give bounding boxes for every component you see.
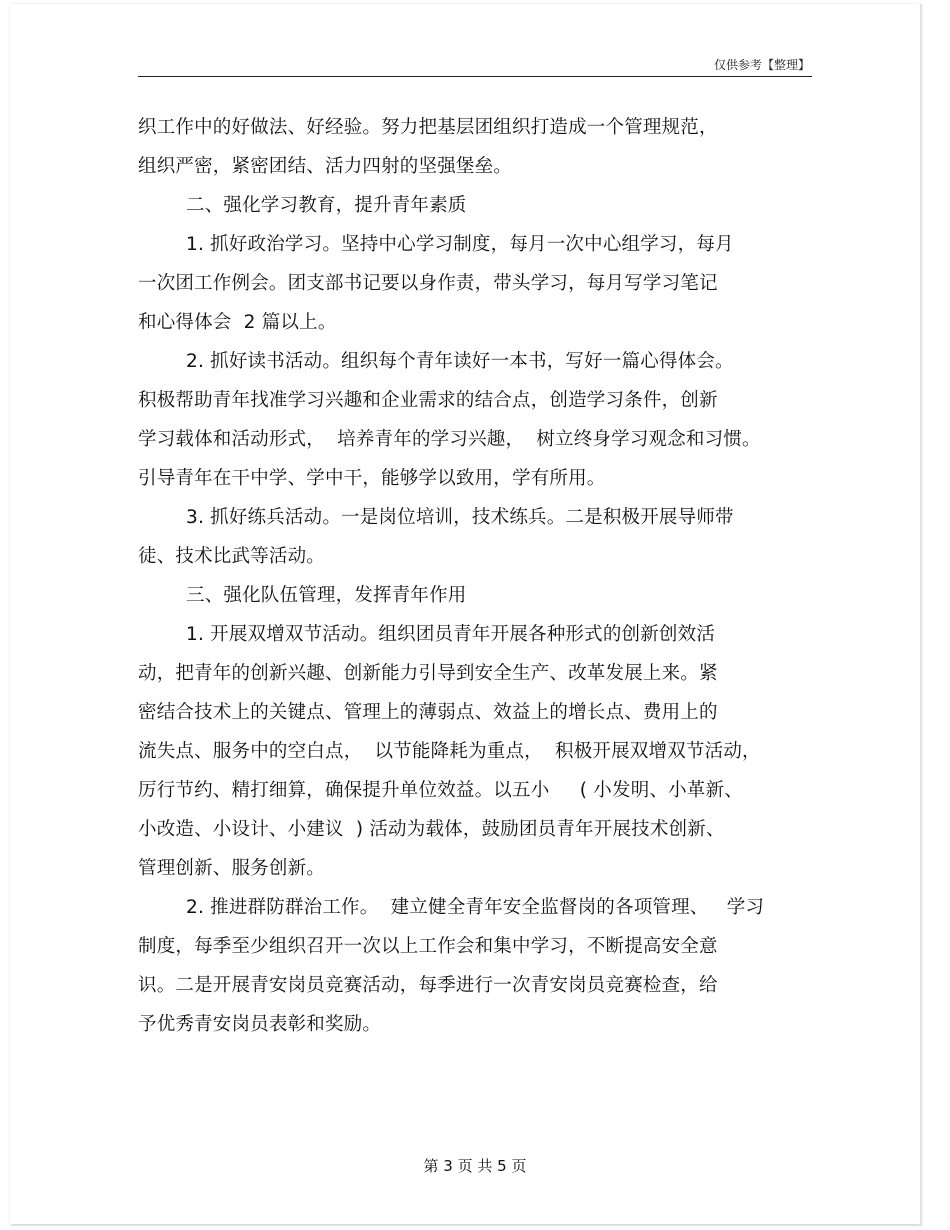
body-line: 予优秀青安岗员表彰和奖励。 (138, 1014, 382, 1035)
body-line: 3. 抓好练兵活动。一是岗位培训，技术练兵。二是积极开展导师带 (186, 507, 734, 528)
page-header: 仅供参考【整理】 (713, 58, 810, 72)
body-line: 流失点、服务中的空白点， 以节能降耗为重点， 积极开展双增双节活动， (138, 741, 761, 762)
body-line: 小改造、小设计、小建议 ) 活动为载体，鼓励团员青年开展技术创新、 (138, 819, 725, 840)
section-heading: 二、强化学习教育，提升青年素质 (186, 195, 467, 216)
body-line: 引导青年在干中学、学中干，能够学以致用，学有所用。 (138, 468, 606, 489)
body-line: 2. 抓好读书活动。组织每个青年读好一本书，写好一篇心得体会。 (186, 351, 734, 372)
body-line: 1. 抓好政治学习。坚持中心学习制度，每月一次中心组学习，每月 (186, 234, 734, 255)
body-line: 一次团工作例会。团支部书记要以身作责，带头学习，每月写学习笔记 (138, 273, 718, 294)
body-line: 积极帮助青年找准学习兴趣和企业需求的结合点，创造学习条件，创新 (138, 390, 718, 411)
page-footer: 第 3 页 共 5 页 (423, 1157, 527, 1175)
body-line: 厉行节约、精打细算，确保提升单位效益。以五小 ( 小发明、小革新、 (138, 780, 743, 801)
document-body (138, 108, 838, 1044)
section-heading: 三、强化队伍管理，发挥青年作用 (186, 585, 467, 606)
body-line: 徒、技术比武等活动。 (138, 546, 326, 567)
body-line: 2. 推进群防群治工作。 建立健全青年安全监督岗的各项管理、 学习 (186, 897, 765, 918)
body-line: 制度，每季至少组织召开一次以上工作会和集中学习，不断提高安全意 (138, 936, 718, 957)
body-line: 学习载体和活动形式， 培养青年的学习兴趣， 树立终身学习观念和习惯。 (138, 429, 761, 450)
body-line: 密结合技术上的关键点、管理上的薄弱点、效益上的增长点、费用上的 (138, 702, 718, 723)
body-line: 动，把青年的创新兴趣、创新能力引导到安全生产、改革发展上来。紧 (138, 663, 718, 684)
header-rule (138, 76, 812, 77)
body-line: 组织严密，紧密团结、活力四射的坚强堡垒。 (138, 156, 513, 177)
body-line: 织工作中的好做法、好经验。努力把基层团组织打造成一个管理规范， (138, 117, 718, 138)
body-line: 识。二是开展青安岗员竞赛活动，每季进行一次青安岗员竞赛检查，给 (138, 975, 718, 996)
body-line: 1. 开展双增双节活动。组织团员青年开展各种形式的创新创效活 (186, 624, 716, 645)
page-edge (920, 4, 922, 1226)
body-line: 和心得体会 2 篇以上。 (138, 312, 337, 333)
body-line: 管理创新、服务创新。 (138, 858, 326, 879)
